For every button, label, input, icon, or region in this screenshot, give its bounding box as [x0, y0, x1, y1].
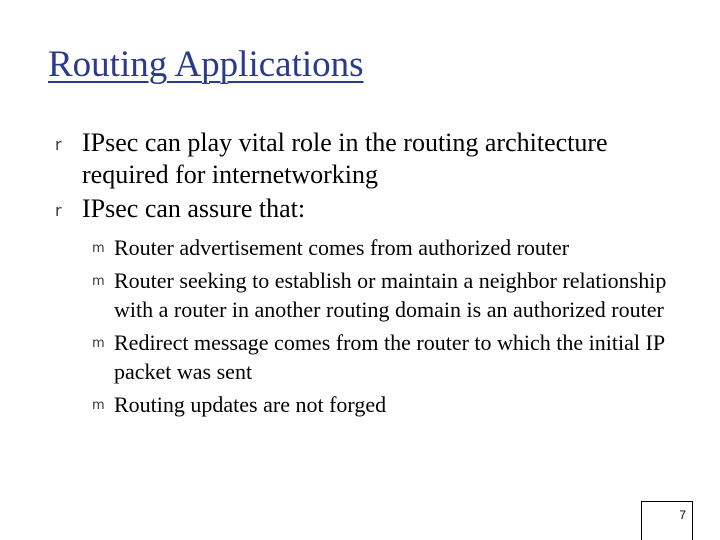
bullet-item [0, 127, 720, 191]
sub-bullet-text: Router advertisement comes from authorized router [114, 235, 570, 260]
page-number-box [641, 501, 693, 540]
sub-bullet-marker-icon: m [92, 241, 105, 256]
sub-bullet-item [0, 266, 720, 324]
sub-bullet-text: Routing updates are not forged [114, 392, 387, 417]
bullet-text: IPsec can play vital role in the routing architecture required for internetworking [82, 128, 608, 189]
sub-bullet-list [0, 233, 720, 419]
sub-bullet-text: Router seeking to establish or maintain a neighbor relationship with a router in another routing domain is an authorized router [114, 268, 667, 322]
sub-bullet-marker-icon: m [92, 274, 105, 289]
bullet-item [0, 193, 720, 225]
sub-bullet-item [0, 233, 720, 262]
sub-bullet-marker-icon: m [92, 398, 105, 413]
bullet-text: IPsec can assure that: [82, 194, 306, 223]
bullet-list [0, 127, 720, 419]
sub-bullet-item [0, 328, 720, 386]
sub-bullet-item [0, 390, 720, 419]
page-number: 7 [679, 508, 686, 522]
bullet-marker-icon: r [55, 201, 62, 220]
sub-bullet-text: Redirect message comes from the router to which the initial IP packet was sent [114, 330, 665, 384]
bullet-marker-icon: r [55, 135, 62, 154]
sub-bullet-marker-icon: m [92, 336, 105, 351]
slide-title: Routing Applications [48, 44, 364, 85]
